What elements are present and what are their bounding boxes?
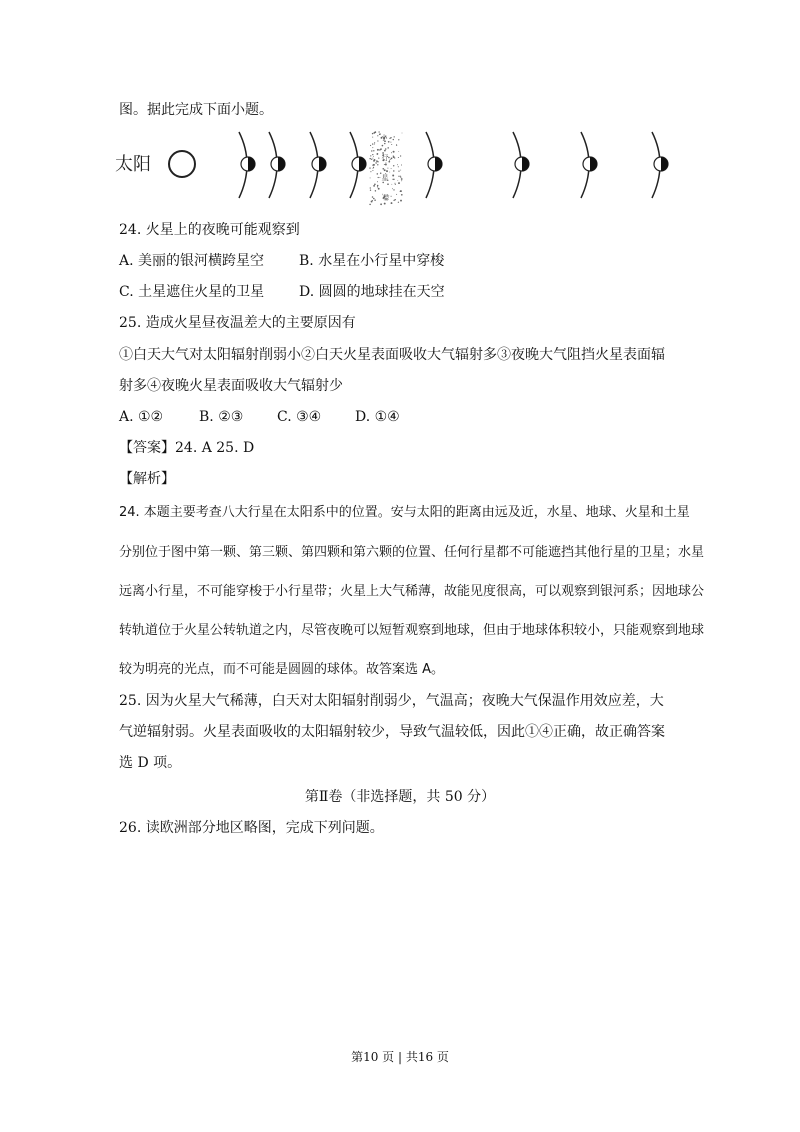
q24-option-b: B. 水星在小行星中穿梭 <box>299 253 445 269</box>
planet-5 <box>426 132 442 198</box>
planet-dark-side <box>319 157 326 171</box>
q25-option-c: C. ③④ <box>277 409 322 425</box>
q25-options <box>119 407 400 427</box>
planet-dark-side <box>590 157 597 171</box>
q24-option-a: A. 美丽的银河横跨星空 <box>119 253 265 269</box>
planet-1 <box>239 132 255 198</box>
q24-options-ab <box>119 251 444 271</box>
answer-line: 【答案】24. A 25. D <box>119 440 255 456</box>
q25-option-a: A. ①② <box>119 409 164 425</box>
asteroid-belt-label-4: 带 <box>382 194 390 202</box>
planet-dark-side <box>522 157 529 171</box>
explanation-24-line4: 转轨道位于火星公转轨道之内，尽管夜晚可以短暂观察到地球，但由于地球体积较小，只能观察到地球 <box>119 623 705 638</box>
planet-dark-side <box>359 157 366 171</box>
section-title: 第Ⅱ卷（非选择题，共 50 分） <box>304 789 496 805</box>
q25-option-d: D. ①④ <box>355 409 400 425</box>
explanation-25-line1: 25. 因为火星大气稀薄，白天对太阳辐射削弱少，气温高；夜晚大气保温作用效应差，大 <box>119 693 664 709</box>
explanation-24-line1: 24. 本题主要考查八大行星在太阳系中的位置。安与太阳的距离由远及近，水星、地球、火星和土星 <box>119 505 690 520</box>
planet-3 <box>310 132 326 198</box>
q25-stem: 25. 造成火星昼夜温差大的主要原因有 <box>119 315 356 331</box>
explanation-24-line3: 远离小行星，不可能穿梭于小行星带；火星上大气稀薄，故能见度很高，可以观察到银河系；因地球公 <box>119 584 705 599</box>
planet-7 <box>581 132 597 198</box>
q26-stem: 26. 读欧洲部分地区略图，完成下列问题。 <box>119 820 384 836</box>
planet-orbits <box>239 132 668 198</box>
intro-text: 图。据此完成下面小题。 <box>119 102 273 118</box>
sun-label: 太阳 <box>115 154 151 175</box>
asteroid-belt-label-1: 小 <box>380 134 388 142</box>
explanation-24-line5: 较为明亮的光点，而不可能是圆圆的球体。故答案选 A。 <box>119 662 445 677</box>
asteroid-belt-label-2: 行 <box>381 154 389 162</box>
explanation-24-line2: 分别位于图中第一颗、第三颗、第四颗和第六颗的位置、任何行星都不可能遮挡其他行星的卫星；水星 <box>119 545 705 560</box>
sun-icon <box>169 151 195 177</box>
q25-statements-line1: ①白天大气对太阳辐射削弱小②白天火星表面吸收大气辐射多③夜晚大气阻挡火星表面辐 <box>119 347 665 363</box>
explanation-25-line2: 气逆辐射弱。火星表面吸收的太阳辐射较少，导致气温较低，因此①④正确，故正确答案 <box>119 724 665 740</box>
planet-dark-side <box>661 157 668 171</box>
q25-statements-line2: 射多④夜晚火星表面吸收大气辐射少 <box>119 378 343 394</box>
asteroid-belt <box>369 131 402 205</box>
q25-option-b: B. ②③ <box>199 409 244 425</box>
q24-stem: 24. 火星上的夜晚可能观察到 <box>119 222 300 238</box>
planet-dark-side <box>435 157 442 171</box>
planet-6 <box>513 132 529 198</box>
solar-system-diagram <box>115 130 675 210</box>
planet-dark-side <box>248 157 255 171</box>
planet-8 <box>652 132 668 198</box>
page-footer: 第10 页 | 共16 页 <box>351 1050 449 1064</box>
asteroid-belt-label-3: 星 <box>381 174 389 182</box>
planet-2 <box>269 132 285 198</box>
planet-dark-side <box>278 157 285 171</box>
analysis-title: 【解析】 <box>119 471 175 487</box>
q24-option-c: C. 土星遮住火星的卫星 <box>119 284 265 300</box>
planet-4 <box>350 132 366 198</box>
explanation-25-line3: 选 D 项。 <box>119 755 182 771</box>
q24-option-d: D. 圆圆的地球挂在天空 <box>299 284 445 300</box>
q24-options-cd <box>119 282 445 302</box>
